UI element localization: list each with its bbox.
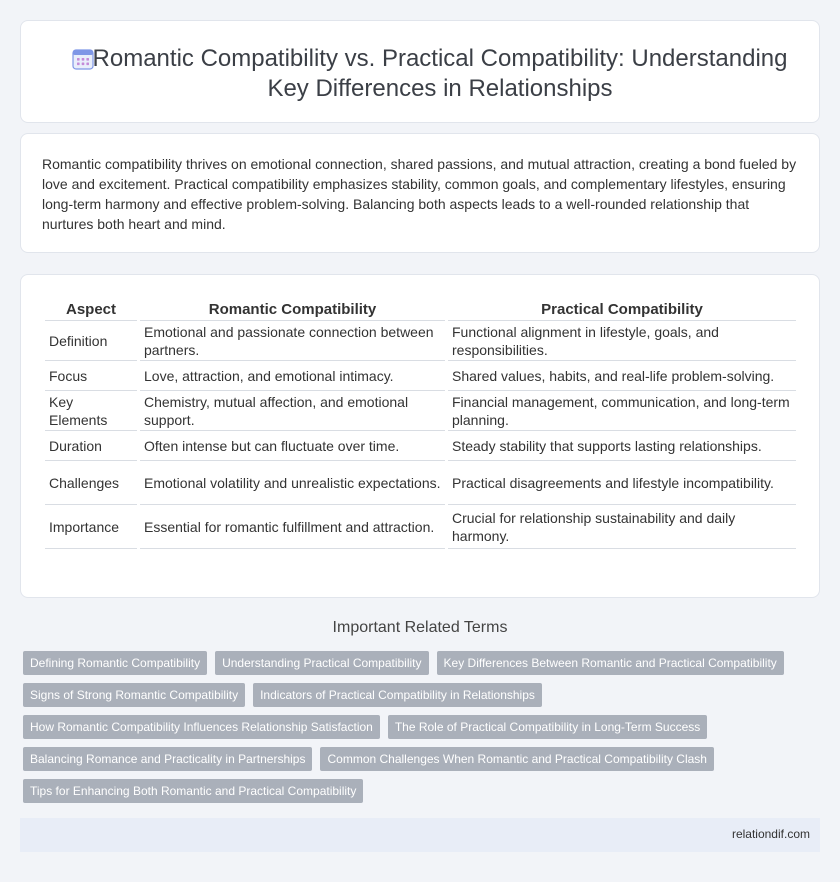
comparison-table <box>42 295 799 549</box>
column-header-practical: Practical Compatibility <box>448 295 796 321</box>
table-cell-practical: Crucial for relationship sustainability and daily harmony. <box>448 505 796 549</box>
related-term-tag[interactable]: Defining Romantic Compatibility <box>23 651 207 675</box>
table-row <box>45 461 796 505</box>
column-header-aspect: Aspect <box>45 295 137 321</box>
related-terms-list <box>23 651 803 811</box>
table-cell-romantic: Emotional volatility and unrealistic expectations. <box>140 461 445 505</box>
table-cell-aspect: Focus <box>45 361 137 391</box>
table-cell-aspect: Duration <box>45 431 137 461</box>
comparison-table-card <box>20 274 820 598</box>
table-cell-romantic: Emotional and passionate connection between partners. <box>140 321 445 361</box>
footer <box>20 818 820 852</box>
table-cell-aspect: Challenges <box>45 461 137 505</box>
table-cell-romantic: Chemistry, mutual affection, and emotional support. <box>140 391 445 431</box>
intro-text: Romantic compatibility thrives on emotional connection, shared passions, and mutual attraction, creating a bond fueled by love and excitement. Practical compatibility emphasizes stability, common goals, and complementary lifestyles, ensuring long-term harmony and effective problem-solving. Balancing both aspects leads to a well-rounded relationship that nurtures both heart and mind. <box>42 156 797 232</box>
related-term-tag[interactable]: Indicators of Practical Compatibility in Relationships <box>253 683 542 707</box>
table-cell-aspect: Definition <box>45 321 137 361</box>
intro-card <box>20 133 820 253</box>
table-header-row <box>45 295 796 321</box>
related-term-tag[interactable]: Balancing Romance and Practicality in Partnerships <box>23 747 312 771</box>
related-term-tag[interactable]: Key Differences Between Romantic and Practical Compatibility <box>437 651 784 675</box>
related-terms-title: Important Related Terms <box>332 619 508 636</box>
table-cell-aspect: Importance <box>45 505 137 549</box>
related-term-tag[interactable]: Signs of Strong Romantic Compatibility <box>23 683 245 707</box>
related-term-tag[interactable]: The Role of Practical Compatibility in Long-Term Success <box>388 715 707 739</box>
table-cell-romantic: Love, attraction, and emotional intimacy. <box>140 361 445 391</box>
table-cell-romantic: Often intense but can fluctuate over time. <box>140 431 445 461</box>
related-term-tag[interactable]: How Romantic Compatibility Influences Relationship Satisfaction <box>23 715 380 739</box>
table-row <box>45 391 796 431</box>
table-cell-practical: Practical disagreements and lifestyle incompatibility. <box>448 461 796 505</box>
table-cell-practical: Shared values, habits, and real-life problem-solving. <box>448 361 796 391</box>
table-cell-practical: Steady stability that supports lasting relationships. <box>448 431 796 461</box>
related-term-tag[interactable]: Understanding Practical Compatibility <box>215 651 428 675</box>
related-term-tag[interactable]: Common Challenges When Romantic and Practical Compatibility Clash <box>320 747 714 771</box>
related-term-tag[interactable]: Tips for Enhancing Both Romantic and Practical Compatibility <box>23 779 363 803</box>
footer-site-name[interactable]: relationdif.com <box>731 827 810 841</box>
page-title: Romantic Compatibility vs. Practical Compatibility: Understanding Key Differences in Relationships <box>92 45 788 102</box>
table-cell-romantic: Essential for romantic fulfillment and attraction. <box>140 505 445 549</box>
header-card <box>20 20 820 123</box>
table-cell-practical: Financial management, communication, and long-term planning. <box>448 391 796 431</box>
column-header-romantic: Romantic Compatibility <box>140 295 445 321</box>
table-row <box>45 431 796 461</box>
table-row <box>45 321 796 361</box>
table-cell-practical: Functional alignment in lifestyle, goals, and responsibilities. <box>448 321 796 361</box>
table-row <box>45 361 796 391</box>
table-row <box>45 505 796 549</box>
table-cell-aspect: Key Elements <box>45 391 137 431</box>
